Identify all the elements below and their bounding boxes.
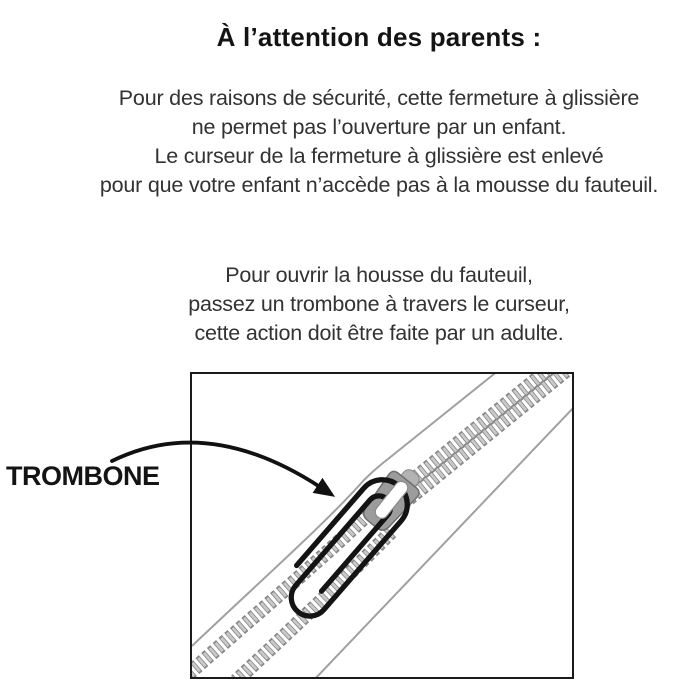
illustration-frame	[190, 372, 574, 679]
text-line: passez un trombone à travers le curseur,	[188, 292, 570, 316]
text-line: Pour ouvrir la housse du fauteuil,	[225, 263, 533, 287]
text-line: cette action doit être faite par un adulte.	[194, 321, 564, 345]
instructions-paragraph	[30, 261, 700, 348]
zipper-teeth-closed	[398, 374, 568, 501]
zipper-diagram	[192, 374, 572, 677]
trombone-label: TROMBONE	[6, 461, 160, 491]
text-line: ne permet pas l’ouverture par un enfant.	[191, 115, 567, 139]
text-line: Pour des raisons de sécurité, cette fermeture à glissière	[118, 86, 640, 110]
text-line: pour que votre enfant n’accède pas à la mousse du fauteuil.	[99, 173, 659, 197]
text-line: Le curseur de la fermeture à glissière est enlevé	[154, 144, 604, 168]
intro-paragraph	[30, 84, 700, 200]
page-title: À l’attention des parents :	[216, 22, 542, 52]
tape-edge-lower	[313, 405, 572, 677]
zipper-teeth-open-right	[236, 532, 391, 677]
